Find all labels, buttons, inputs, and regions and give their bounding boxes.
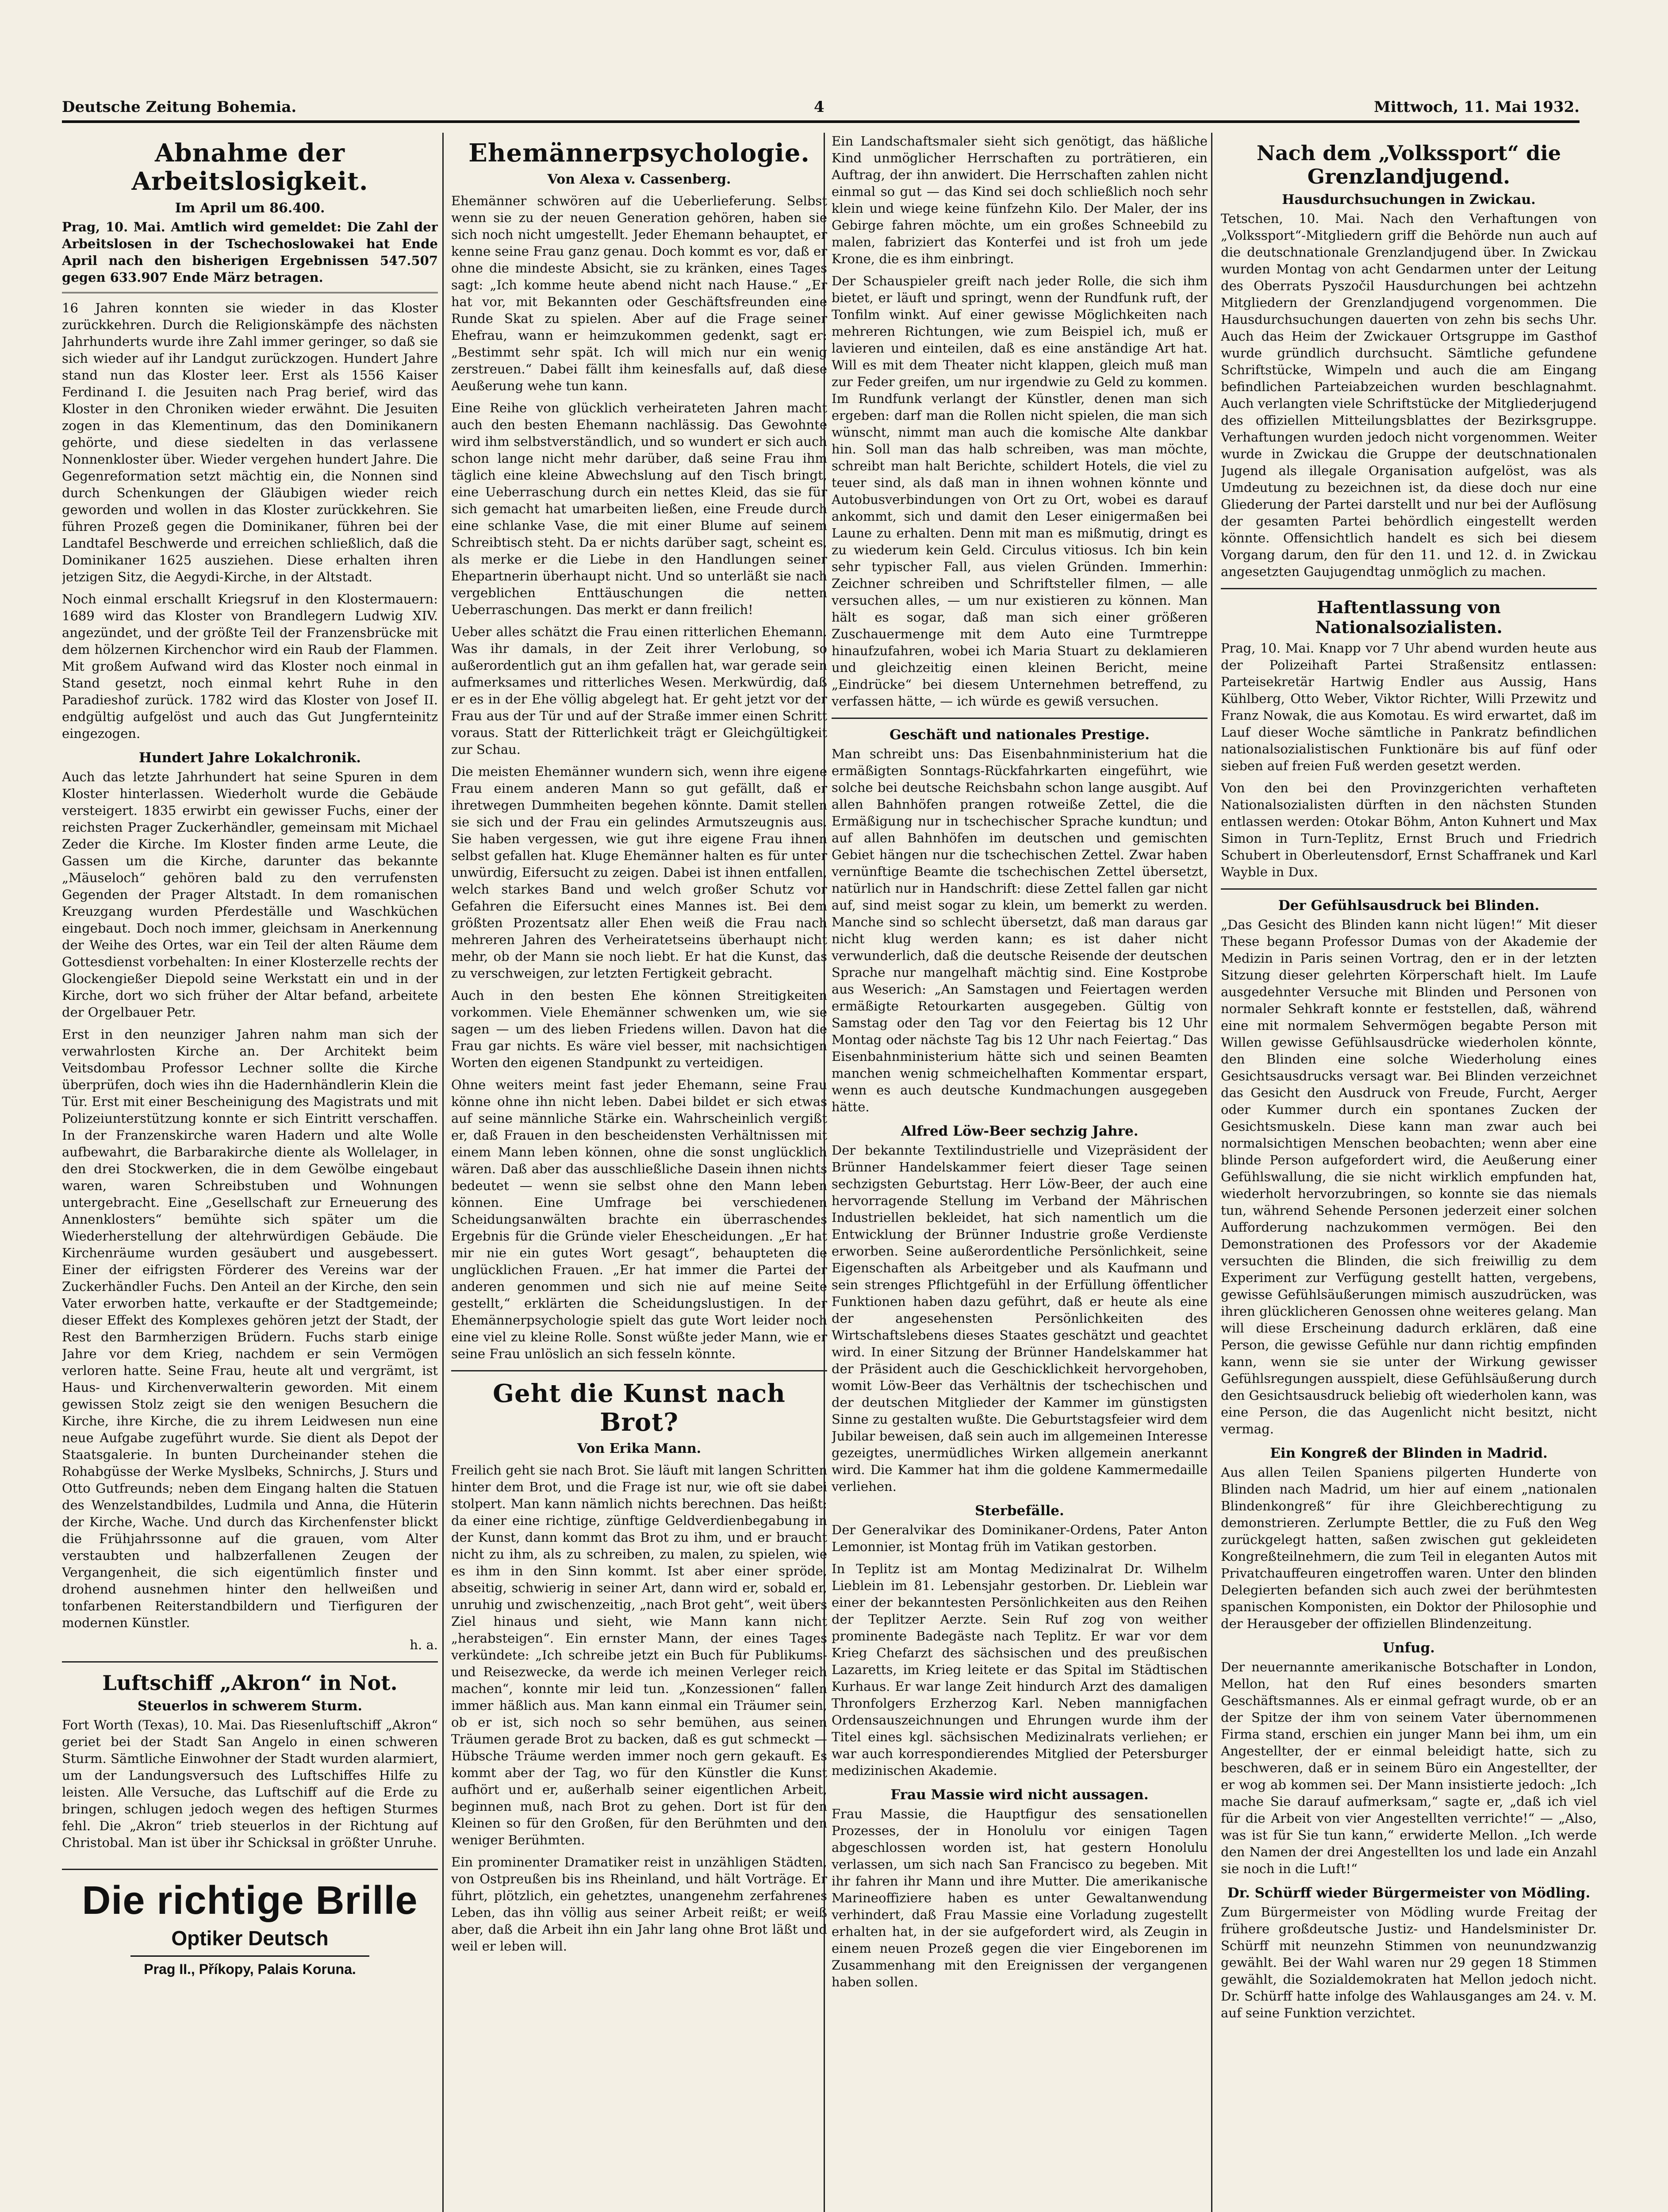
column-divider [1211, 133, 1212, 2212]
article-paragraph: Zum Bürgermeister von Mödling wurde Freitag der frühere großdeutsche Justiz- und Handelsminister Dr. Schürff mit neunzehn Stimmen von neunundzwanzig gewählt. Bei der Wahl waren nur 29 gegen 18 Stimmen gewählt, die Sozialdemokraten hat Mellon jedoch nicht. Dr. Schürff hatte infolge des Wahlausganges am 24. v. M. auf seine Funktion verzichtet. [1221, 1904, 1597, 2020]
article-paragraph: Noch einmal erschallt Kriegsruf in den Klostermauern: 1689 wird das Kloster von Brandlegern Ludwig XIV. angezündet, und der größte Teil der Franzensbrücke mit dem hölzernen Kirchenchor wird ein Raub der Flammen. Mit großem Aufwand wird das Kloster noch einmal in Stand gesetzt, noch einmal kehrt Ruhe in den Paradieshof zurück. 1782 wird das Kloster von Josef II. endgültig aufgelöst und auch das Gut Jungfernteinitz eingezogen. [62, 591, 438, 741]
article-paragraph: Auch in den besten Ehe können Streitigkeiten vorkommen. Viele Ehemänner schwenken um, wie sie sagen — um des lieben Friedens willen. Davon hat die Frau gar nichts. Es wäre viel besser, mit nachsichtigen Worten den eigenen Standpunkt zu verteidigen. [451, 988, 827, 1071]
separator [62, 1661, 438, 1663]
article-paragraph: Der bekannte Textilindustrielle und Vizepräsident der Brünner Handelskammer feiert dieser Tage seinen sechzigsten Geburtstag. Herr Löw-Beer, der auch eine hervorragende Stellung im Verband der Mährischen Industriellen bekleidet, hat sich namentlich um die Entwicklung der Brünner Industrie große Verdienste erworben. Seine außerordentliche Persönlichkeit, seine Eigenschaften als Arbeitgeber und als Kaufmann und sein strenges Pflichtgefühl in der Erfüllung öffentlicher Funktionen haben dazu geführt, daß er heute als eine der angesehensten Persönlichkeiten des Wirtschaftslebens dieses Staates geschätzt und geachtet wird. In einer Sitzung der Brünner Handelskammer hat der Präsident auch die Geschicklichkeit hervorgehoben, womit Löw-Beer das Verhältnis der tschechischen und der deutschen Mitglieder der Kammer im günstigsten Sinne zu gestalten wußte. Die Geburtstagsfeier wird dem Jubilar beweisen, daß sein auch im allgemeinen Interesse gezeigtes, unermüdliches Wirken allgemein anerkannt wird. Die Kammer hat ihm die goldene Kammermedaille verliehen. [832, 1143, 1208, 1494]
article-subtitle: Hausdurchsuchungen in Zwickau. [1282, 192, 1536, 207]
column-4 [1221, 133, 1597, 2212]
column-1 [62, 133, 438, 2212]
column-2 [451, 133, 827, 2212]
article-paragraph: Ohne weiters meint fast jeder Ehemann, seine Frau könne ohne ihn nicht leben. Dabei bildet er sich etwas auf seine männliche Stärke ein. Wahrscheinlich vergißt er, daß Frauen in den bescheidensten Verhältnissen mit einem Mann leben können, ohne die sonst unglücklich wären. Daß aber das ausschließliche Dasein ihnen nichts bedeutet — wenn sie selbst ohne den Mann leben können. Eine Umfrage bei verschiedenen Scheidungsanwälten brachte ein überraschendes Ergebnis für die Gründe vieler Ehescheidungen. „Er hat mir nie ein gutes Wort gesagt“, behaupteten die unglücklichen Frauen. „Er hat immer die Partei der anderen genommen und sich nie auf meine Seite gestellt,“ erklärten die Scheidungslustigen. In der Ehemännerpsychologie spielt das gute Wort leider noch eine viel zu kleine Rolle. Sonst wüßte jeder Mann, wie er seine Frau unlöslich an sich fesseln könnte. [451, 1077, 827, 1362]
article-paragraph: In Teplitz ist am Montag Medizinalrat Dr. Wilhelm Lieblein im 81. Lebensjahr gestorben. Dr. Lieblein war einer der bekanntesten Persönlichkeiten aus den Reihen der Teplitzer Aerzte. Sein Ruf zog von weither prominente Badegäste nach Teplitz. Er war vor dem Krieg Chefarzt des sächsischen und des preußischen Lazaretts, im Krieg leitete er das Spital im Städtischen Kurhaus. Er war lange Zeit hindurch Arzt des damaligen Thronfolgers Erzherzog Karl. Neben mannigfachen Ordensauszeichnungen und Ehrungen wurde ihm der Titel eines kgl. sächsischen Medizinalrats verliehen; er war auch korrespondierendes Mitglied der Petersburger medizinischen Akademie. [832, 1561, 1208, 1778]
article-paragraph: Von den bei den Provinzgerichten verhafteten Nationalsozialisten dürften in den nächsten Stunden entlassen werden: Otokar Böhm, Anton Kuhnert und Max Simon in Turn-Teplitz, Ernst Bruch und Friedrich Schubert in Oberleutensdorf, Ernst Schaffranek und Karl Wayble in Dux. [1221, 780, 1597, 879]
article-paragraph: Man schreibt uns: Das Eisenbahnministerium hat die ermäßigten Sonntags-Rückfahrkarten eingeführt, wie solche bei deutsche Reichsbahn schon lange ausgibt. Auf allen Bahnhöfen prangen rotweiße Zettel, die die Ermäßigung nur in tschechischer Sprache kundtun; und auf allen Bahnhöfen im deutschen und gemischten Gebiet hängen nur die tschechischen Zettel. Zwar haben vernünftige Beamte die tschechischen Zettel übersetzt, natürlich nur in Handschrift: diese Zettel fallen gar nicht auf, sind meist sogar zu klein, um bemerkt zu werden. Manche sind so schlecht übersetzt, daß man daraus gar nicht klug werden kann; es ist daher nicht verwunderlich, daß die deutsche Reisende der deutschen Sprache nur mangelhaft mächtig sind. Eine Kostprobe aus Weserich: „An Samstagen und Feiertagen werden ermäßigte Retourkarten ausgegeben. Gültig von Samstag oder den Tag vor den Feiertag bis 12 Uhr Montag oder nächste Tag bis 12 Uhr nach Feiertag.“ Das Eisenbahnministerium hätte sich und seinen Beamten manchen wenig schmeichelhaften Kommentar erspart, wenn es auch deutsche Kundmachungen ausgegeben hätte. [832, 746, 1208, 1114]
article-paragraph: 16 Jahren konnten sie wieder in das Kloster zurückkehren. Durch die Religionskämpfe des nächsten Jahrhunderts wurde ihre Zahl immer geringer, so daß sie sich wieder auf ihr Landgut zurückzogen. Hundert Jahre stand nun das Kloster leer. Erst als 1556 Kaiser Ferdinand I. die Jesuiten nach Prag berief, wird das Kloster in den Chroniken wieder erwähnt. Die Jesuiten zogen in das Klementinum, das den Dominikanern gehörte, und diese siedelten in das verlassene Nonnenkloster über. Wieder vergehen hundert Jahre. Die Gegenreformation setzt mächtig ein, die Nonnen sind durch Schenkungen der Gläubigen wieder reich geworden und wollen in das Kloster zurückkehren. Sie führen Prozeß gegen die Dominikaner, führen bei der Landtafel Beschwerde und erreichen schließlich, daß die Dominikaner 1625 ausziehen. Diese erhalten ihren jetzigen Sitz, die Aegydi-Kirche, in der Altstadt. [62, 300, 438, 584]
page-number: 4 [814, 98, 824, 116]
article-paragraph: „Das Gesicht des Blinden kann nicht lügen!“ Mit dieser These begann Professor Dumas von der Akademie der Medizin in Paris seinen Vortrag, den er in der letzten Sitzung dieser gelehrten Körperschaft hielt. Im Laufe ausgedehnter Versuche mit Blinden und Personen von normaler Sehkraft konnte er feststellen, daß, während eine mit normalem Sehvermögen begabte Person mit Willen gewisse Gefühlsausdrücke wiederholen könnte, den Blinden eine solche Wiederholung eines Gesichtsausdrucks versagt war. Bei Blinden verzeichnet das Gesicht den Ausdruck von Freude, Furcht, Aerger oder Kummer durch ein spontanes Zucken der Gesichtsmuskeln. Diese kann man zwar auch bei normalsichtigen Menschen beobachten; wenn aber eine blinde Person aufgefordert wird, die Aeußerung einer Gefühlswallung, die sie nicht wirklich empfunden hat, wiederholt hervorzubringen, so konnte sie das niemals tun, während Sehende Personen jederzeit einer solchen Aufforderung nachzukommen vermögen. Bei den Demonstrationen des Professors vor der Akademie versuchten die Blinden, die sich freiwillig zu dem Experiment zur Verfügung gestellt hatten, vergebens, gewisse Gefühlsäußerungen mimisch auszudrücken, was ihren glücklicheren Genossen ohne weiteres gelang. Man will diese Erscheinung dadurch erklären, daß eine Person, die gewisse Gefühle nur dann richtig empfinden kann, wenn sie sie unter der Wirkung gewisser Gefühlsregungen ausspielt, diese Gefühlsäußerung durch den Gesichtsausdruck beliebig oft wiederholen kann, was eine Person, die das Augenlicht nicht besitzt, nicht vermag. [1221, 917, 1597, 1436]
article-paragraph: Ehemänner schwören auf die Ueberlieferung. Selbst wenn sie zu der neuen Generation gehören, haben sie sich noch nicht umgestellt. Jeder Ehemann behauptet, er kenne seine Frau ganz genau. Doch kommt es vor, daß er ohne die mindeste Absicht, sie zu kränken, eines Tages sagt: „Ich komme heute abend nicht nach Hause.“ „Er hat vor, mit Bekannten oder Geschäftsfreunden eine Runde Skat zu spielen. Aber auf die Frage seiner Ehefrau, wann er heimzukommen gedenkt, sagt er: „Bestimmt sehr spät. Ich will mich nur ein wenig zerstreuen.“ Dabei fällt ihm keinesfalls auf, daß diese Aeußerung wehe tun kann. [451, 193, 827, 394]
advertisement [62, 1869, 438, 1978]
article-paragraph: Die meisten Ehemänner wundern sich, wenn ihre eigene Frau einem anderen Mann so gut gefällt, daß er ihretwegen Dummheiten begehen könnte. Damit stellen sie sich und der Frau ein gelindes Armutszeugnis aus. Sie haben vergessen, wie gut ihre eigene Frau ihnen selbst gefallen hat. Kluge Ehemänner halten es für unter unwürdig, Eifersucht zu zeigen. Dabei ist ihnen entfallen, welch starkes Band und welch großer Schutz vor Gefahren die Eifersucht eines Mannes ist. Bei dem größten Prozentsatz aller Ehen weiß die Frau nach mehreren Jahren des Verheiratetseins überhaupt nicht mehr, ob der Mann sie noch liebt. Er hat die Kunst, das zu verschweigen, zur letzten Fertigkeit gebracht. [451, 764, 827, 981]
paper-title: Deutsche Zeitung Bohemia. [62, 98, 297, 116]
article-byline: Von Alexa v. Cassenberg. [547, 172, 731, 188]
article-title: Sterbefälle. [975, 1503, 1064, 1519]
article-lead: Prag, 10. Mai. Amtlich wird gemeldet: Die Zahl der Arbeitslosen in der Tschechoslowakei hat Ende April nach den bisherigen Ergebnissen 547.507 gegen 633.907 Ende März betragen. [62, 219, 438, 285]
article-title: Alfred Löw-Beer sechzig Jahre. [901, 1123, 1139, 1139]
article-paragraph: Prag, 10. Mai. Knapp vor 7 Uhr abend wurden heute aus der Polizeihaft Partei Straßensitz entlassen: Parteisekretär Hartwig Endler aus Aussig, Hans Kühlberg, Otto Weber, Viktor Richter, Willi Przewitz und Franz Nowak, die aus Komotau. Es wird erwartet, daß im Lauf dieser Woche sämtliche in Pankratz befindlichen nationalsozialistischen Funktionäre bis auf fünf oder sieben auf freien Fuß werden gesetzt werden. [1221, 640, 1597, 773]
article-paragraph: Fort Worth (Texas), 10. Mai. Das Riesenluftschiff „Akron“ geriet bei der Stadt San Angelo in einen schweren Sturm. Sämtliche Einwohner der Stadt wurden alarmiert, um der Landungsversuch des Luftschiffes Hilfe zu leisten. Alle Versuche, das Luftschiff auf die Erde zu bringen, schlugen jedoch wegen des heftigen Sturmes fehl. Die „Akron“ trieb steuerlos in der Richtung auf Christobal. Man ist über ihr Schicksal in größter Unruhe. [62, 1717, 438, 1850]
separator [451, 1370, 827, 1371]
ad-headline: Die richtige Brille [82, 1878, 418, 1923]
article-paragraph: Ein prominenter Dramatiker reist in unzähligen Städten, von Ostpreußen bis ins Rheinland, und hält Vorträge. Er führt, plötzlich, ein gehetztes, unangenehm zerfahrenes Leben, das ihn völlig aus seiner Arbeit reißt; er weiß aber, daß die Arbeit ihn ein Jahr lang ohne Brot läßt und weil er leben will. [451, 1855, 827, 1954]
issue-date: Mittwoch, 11. Mai 1932. [1374, 98, 1580, 116]
column-3 [832, 133, 1208, 2212]
article-paragraph: Der neuernannte amerikanische Botschafter in London, Mellon, hat den Ruf eines besonders smarten Geschäftsmannes. Als er einmal gefragt wurde, ob er an der Spitze der ihm von seinem Vater übernommenen Firma stand, erschien ein junger Mann bei ihm, um ein Angestellter, der er einmal beleidigt hatte, sich zu beschweren, daß er in seinem Büro ein Angestellter, der er wog ab kommen sei. Der Mann insistierte jedoch: „Ich mache Sie darauf aufmerksam,“ sagte er, „daß ich viel für die Arbeit von vier Angestellten verrichte!“ — „Also, was ist für Sie tun kann,“ erwiderte Mellon. „Ich werde den Namen der drei Angestellten los und lade ein Anzahl sie noch in die Luft!“ [1221, 1659, 1597, 1876]
article-title: Der Gefühlsausdruck bei Blinden. [1278, 897, 1540, 914]
article-paragraph: Eine Reihe von glücklich verheirateten Jahren macht auch den besten Ehemann nachlässig. Das Gewohnte wird ihm selbstverständlich, und so wundert er sich auch schon lange nicht mehr darüber, daß seine Frau ihm täglich eine kleine Abwechslung auf den Tisch bringt, eine Ueberraschung durch ein nettes Kleid, das sie für sich gemacht hat umarbeiten ließen, eine Freude durch eine schlanke Vase, die mit einer Blume auf seinem Schreibtisch steht. Da er nichts darüber sagt, scheint es, als merke er die Liebe in den Handlungen seiner Ehepartnerin überhaupt nicht. Und so unterläßt sie nach vergeblichen Enttäuschungen die netten Ueberraschungen. Das merkt er dann freilich! [451, 400, 827, 618]
article-title: Luftschiff „Akron“ in Not. [102, 1671, 398, 1695]
article-title: Nach dem „Volkssport“ die Grenzlandjugend. [1256, 141, 1561, 188]
article-title: Unfug. [1383, 1640, 1435, 1656]
article-paragraph: Auch das letzte Jahrhundert hat seine Spuren in dem Kloster hinterlassen. Wiederholt wurde die Gebäude versteigert. 1835 erwirbt ein gewisser Fuchs, einer der reichsten Prager Zuckerhändler, gemeinsam mit Michael Zeder die Kirche. Im Kloster finden arme Leute, die Gassen um die Kirche, darunter das bekannte „Mäuseloch“ gehören bald zu den verrufensten Gegenden der Prager Altstadt. In dem romanischen Kreuzgang wurden Pferdeställe und Waschküchen eingebaut. Doch noch immer, gleichsam in Anerkennung der Weihe des Ortes, war ein Teil der alten Räume dem Gottesdienst vorbehalten: In einer Klosterzelle rechts der Glockengießer Diepold seine Werkstatt ein und in der Kirche, dort wo sich früher der Altar befand, arbeitete der Orgelbauer Petr. [62, 769, 438, 1020]
article-title: Haftentlassung von Nationalsozialisten. [1315, 597, 1503, 637]
article-paragraph: Der Schauspieler greift nach jeder Rolle, die sich ihm bietet, er läuft und springt, wenn der Rundfunk ruft, der Tonfilm winkt. Auf einer gewisse Möglichkeiten nach mehreren Richtungen, wie zum Beispiel ich, muß er lavieren und einteilen, daß es eine anständige Art hat. Will es mit dem Theater nicht klappen, gleich muß man zur Feder greifen, um nur irgendwie zu Geld zu kommen. Im Rundfunk verlangt der Künstler, denen man sich ergeben: darf man die Rollen nicht spielen, die man sich wünscht, nimmt man auch die komische Alte dankbar hin. Soll man das halb schreiben, was man möchte, schreibt man halt Berichte, schildert Hotels, die viel zu teuer sind, als daß man in ihnen wohnen könnte und Autobusverbindungen von Ort zu Ort, wobei es darauf ankommt, sich und damit den Leser einigermaßen bei Laune zu erhalten. Denn mit man es mißmutig, dringt es zu wiederum kein Geld. Circulus vitiosus. Ich bin kein sehr typischer Fall, aus vielen Gründen. Immerhin: Zeichner schreiben und Schriftsteller filmen, — alle versuchen alles, — um nur existieren zu können. Man hält es sogar, daß man sich einer größeren Zuschauermenge mit dem Auto eine Turmtreppe hinaufzufahren, wobei ich Maria Stuart zu deklamieren und gleichzeitig einen kleinen Bericht, meine „Eindrücke“ bei diesem Unternehmen betreffend, zu verfassen hätte, — ich würde es gewiß versuchen. [832, 273, 1208, 709]
article-subtitle: Im April um 86.400. [175, 200, 325, 216]
article-title: Abnahme der Arbeitslosigkeit. [131, 138, 368, 196]
article-title: Dr. Schürff wieder Bürgermeister von Mödling. [1227, 1885, 1591, 1901]
article-paragraph: Erst in den neunziger Jahren nahm man sich der verwahrlosten Kirche an. Der Architekt beim Veitsdombau Professor Lechner sollte die Kirche überprüfen, doch wies ihn die Hadernhändlerin Klein die Tür. Erst mit einer Bescheinigung des Magistrats und mit Polizeiunterstützung konnte er sich Eintritt verschaffen. In der Franzenskirche waren Hadern und alte Wolle aufbewahrt, die Barbarakirche diente als Wollelager, in den drei Stockwerken, die in dem Gewölbe eingebaut waren, waren Schreibstuben und Wohnungen untergebracht. Eine „Gesellschaft zur Erneuerung des Annenklosters“ bemühte sich später um die Wiederherstellung der altehrwürdigen Gebäude. Die Kirchenräume wurden gesäubert und ausgebessert. Einer der eifrigsten Förderer des Vereins war der Zuckerhändler Fuchs. Den Anteil an der Kirche, den sein Vater erworben hatte, verkaufte er der Stadtgemeinde; dieser Effekt des Komplexes gehören jetzt der Stadt, der Rest den Barmherzigen Brüdern. Fuchs starb einige Jahre vor dem Krieg, nachdem er sein Vermögen verloren hatte. Seine Frau, heute alt und vergrämt, ist Haus- und Kirchenverwalterin geworden. Mit einem gewissen Stolz zeigt sie den wenigen Besuchern die Kirche, ihre Kirche, die zu ihrem Leidwesen nun eine neue Aufgabe zugeführt wurde. Sie dient als Depot der Staatsgalerie. In bunten Durcheinander stehen die Rohabgüsse der Werke Myslbeks, Schnirchs, J. Sturs und Otto Gutfreunds; neben dem Eingang halten die Statuen des Wenzelstandbildes, Ludmila und Anna, die Hüterin der Kirche, Wache. Und durch das Kirchenfenster blickt die Frühjahrssonne auf die grauen, vom Alter verstaubten und halbzerfallenen Zeugen der Vergangenheit, die sich eigentümlich finster und drohend ausnehmen hinter den hellweißen und tonfarbenen Reiterstandbildern und Tierfiguren der modernen Künstler. [62, 1026, 438, 1630]
article-paragraph: Ein Landschaftsmaler sieht sich genötigt, das häßliche Kind unmöglicher Herrschaften zu porträtieren, ein Auftrag, der ihn anwidert. Die Herrschaften zahlen nicht einmal so gut — das Kind sei doch schließlich noch sehr klein und wiege keine fünfzehn Kilo. Der Maler, der ins Gebirge fahren möchte, um ein großes Schneebild zu malen, fabriziert das Konterfei und ist froh um jede Krone, die es ihm einbringt. [832, 134, 1208, 266]
ad-address: Prag II., Příkopy, Palais Koruna. [144, 1961, 356, 1977]
separator [62, 292, 438, 293]
column-divider [442, 133, 444, 2212]
article-title: Geht die Kunst nach Brot? [493, 1379, 786, 1437]
masthead [62, 98, 1580, 116]
article-title: Ehemännerpsychologie. [468, 138, 810, 168]
ad-underline [130, 1955, 369, 1957]
separator [1221, 888, 1597, 890]
article-paragraph: Frau Massie, die Hauptfigur des sensationellen Prozesses, der in Honolulu vor einigen Tagen abgeschlossen worden ist, hat gestern Honolulu verlassen, um sich nach San Francisco zu begeben. Mit ihr fahren ihr Mann und ihre Mutter. Die amerikanische Marineoffiziere haben es unter Gewaltanwendung verhindert, daß Frau Massie eine Vorladung zugestellt erhalten hat, in der sie aufgefordert wird, als Zeugin in einem neuen Prozeß gegen die vier Eingeborenen im Zusammenhang mit den Ereignissen der vergangenen haben sollen. [832, 1806, 1208, 1989]
article-byline: Von Erika Mann. [577, 1441, 702, 1457]
article-subtitle: Steuerlos in schwerem Sturm. [138, 1698, 362, 1714]
separator [1221, 588, 1597, 589]
separator [832, 718, 1208, 719]
article-title: Ein Kongreß der Blinden in Madrid. [1270, 1445, 1548, 1461]
ad-business-name: Optiker Deutsch [171, 1926, 329, 1950]
masthead-rule [62, 120, 1580, 123]
section-heading: Hundert Jahre Lokalchronik. [138, 749, 361, 766]
article-paragraph: Aus allen Teilen Spaniens pilgerten Hunderte von Blinden nach Madrid, um hier auf einem „nationalen Blindenkongreß“ für ihre Gleichberechtigung zu demonstrieren. Zerlumpte Bettler, die zu Fuß den Weg zurückgelegt hatten, saßen zwischen gut gekleideten Kongreßteilnehmern, die zum Teil in eleganten Autos mit Privatchauffeuren eingetroffen waren. Unter den blinden Delegierten befanden sich auch zwei der berühmtesten spanischen Komponisten, ein Doktor der Philosophie und der Herausgeber der offiziellen Blindenzeitung. [1221, 1464, 1597, 1631]
article-title: Frau Massie wird nicht aussagen. [890, 1787, 1149, 1803]
article-signature: h. a. [410, 1637, 438, 1652]
article-paragraph: Ueber alles schätzt die Frau einen ritterlichen Ehemann. Was ihr damals, in der Zeit ihrer Verlobung, so außerordentlich gut an ihm gefallen hat, war gerade sein aufmerksames und ritterliches Wesen. Merkwürdig, daß er es in der Ehe völlig abgelegt hat. Er geht jetzt vor der Frau aus der Tür und auf der Straße immer einen Schritt voraus. Statt der Ritterlichkeit trägt er Gleichgültigkeit zur Schau. [451, 624, 827, 757]
article-paragraph: Freilich geht sie nach Brot. Sie läuft mit langen Schritten hinter dem Brot, und die Frage ist nur, wie oft sie dabei stolpert. Man kann nämlich nichts berechnen. Das heißt: da einer eine richtige, zünftige Geldverdienbegabung in der Kunst, dann kommt das Brot zu ihm, und er braucht nicht zu ihm, als zu schreiben, zu malen, zu spielen, wie es ihm in den Sinn kommt. Ist aber einer spröde, abseitig, schwierig in seiner Art, dann wird er, sobald er, unruhig und zwischenzeitig, „nach Brot geht“, weit übers Ziel hinaus und sieht, wie Mann kann nicht „herabsteigen“. Ein ernster Mann, der eines Tages verkündete: „Ich schreibe jetzt ein Buch für Publikums- und Reisezwecke, da werde ich meinen Verleger reich machen“, konnte mir leid tun. „Konzessionen“ fallen immer häßlich aus. Man kann einmal ein Träumer sein, ob er ist, sich noch so sehr bemühen, aus seinen Träumen gerade Brot zu backen, daß es gut schmeckt — Hübsche Träume werden immer noch gern gekauft. Es kommt aber der Tag, wo für den Künstler die Kunst aufhört und er, außerhalb seiner eigentlichen Arbeit, beginnen muß, nach Brot zu gehen. Dort ist für den Kleinen so für den Großen, für den Berühmten und den weniger Berühmten. [451, 1463, 827, 1848]
article-title: Geschäft und nationales Prestige. [889, 727, 1150, 743]
article-paragraph: Tetschen, 10. Mai. Nach den Verhaftungen von „Volkssport“-Mitgliedern griff die Behörde nun auch auf die deutschnationale Grenzlandjugend über. In Zwickau wurden Montag von acht Gendarmen unter der Leitung des Oberrats Pyszočil Hausdurchungen bei achtzehn Mitgliedern der Grenzlandjugend vorgenommen. Die Hausdurchsuchungen dauerten von zehn bis sechs Uhr. Auch das Heim der Zwickauer Ortsgruppe im Gasthof wurde gründlich durchsucht. Sämtliche gefundene Schriftstücke, Wimpeln und auch die am Eingang befindlichen Parteiabzeichen wurden beschlagnahmt. Auch verlangten viele Schriftstücke der Mitgliederjugend des offiziellen Mitteilungsblattes der Bezirksgruppe. Verhaftungen wurden jedoch nicht vorgenommen. Weiter wurde in Zwickau die Gruppe der deutschnationalen Jugend als illegale Organisation aufgelöst, was als Umdeutung zu bezeichnen ist, da diese doch nur eine Gliederung der Partei darstellt und nur bei der Auflösung der gesamten Partei behördlich eingestellt werden könnte. Offensichtlich handelt es sich bei diesem Vorgang darum, den für den 11. und 12. d. in Zwickau angesetzten Gaujugendtag unmöglich zu machen. [1221, 211, 1597, 579]
article-paragraph: Der Generalvikar des Dominikaner-Ordens, Pater Anton Lemonnier, ist Montag früh im Vatikan gestorben. [832, 1522, 1208, 1554]
